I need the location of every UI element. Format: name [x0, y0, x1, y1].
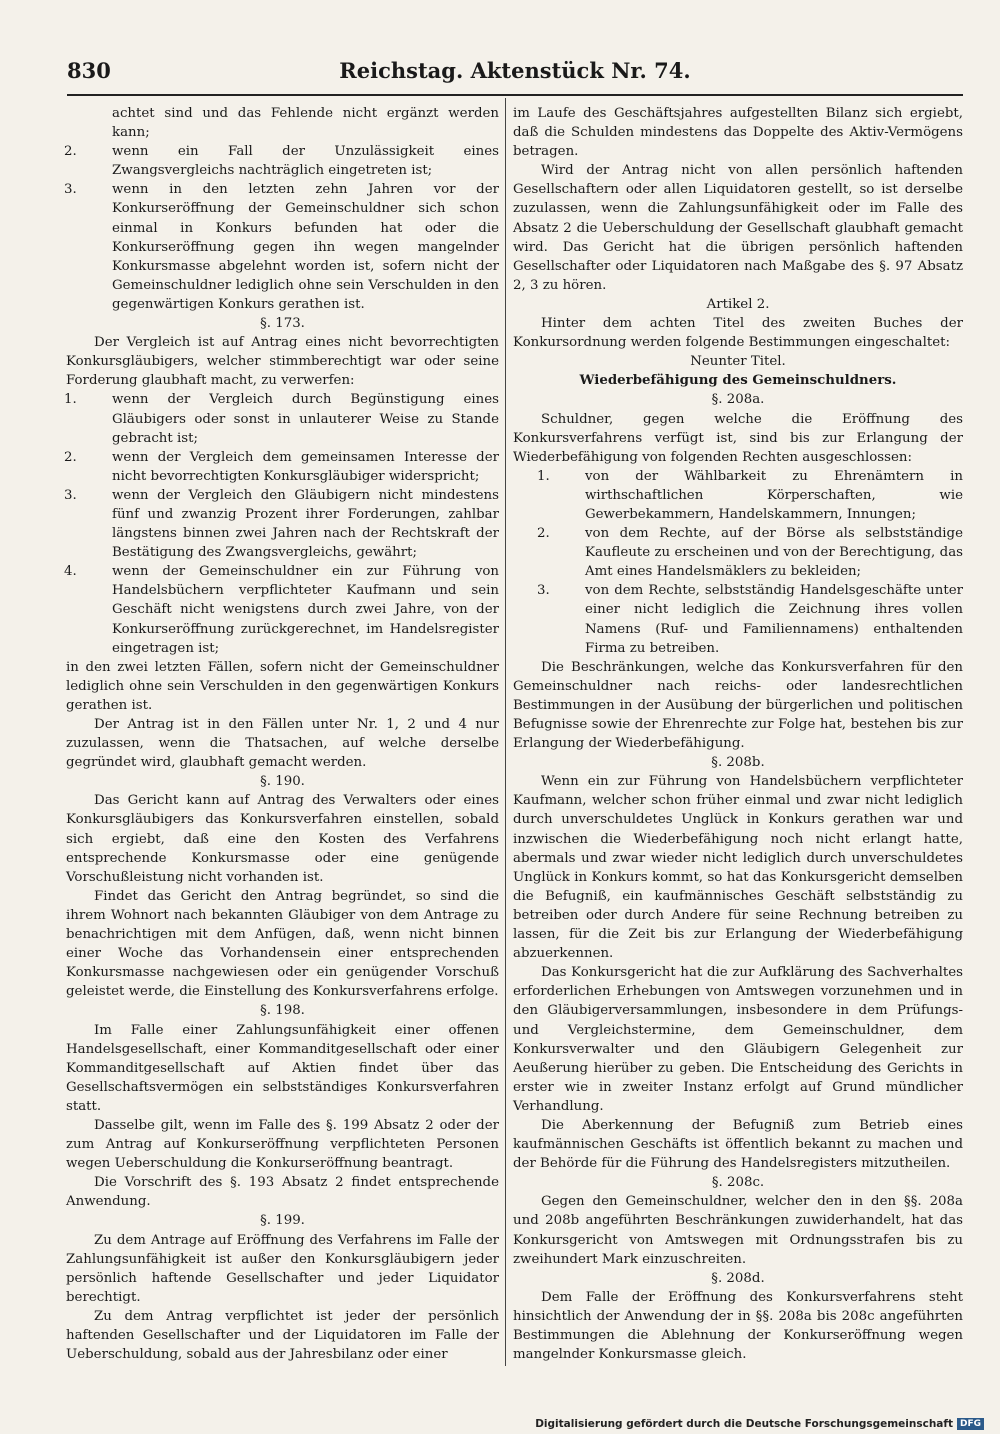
list-item: 1. von der Wählbarkeit zu Ehrenämtern in wirthschaftlichen Körperschaften, wie Gewerbekammern, Handelskammern, Innungen;: [537, 468, 963, 522]
article-heading: Artikel 2.: [706, 296, 770, 312]
list-item: 3. wenn der Vergleich den Gläubigern nicht mindestens fünf und zwanzig Prozent ihrer Forderungen, zahlbar längstens binnen zwei Jahren nach der Rechtskraft der Bestätigung des Zwangsvergleichs, gewährt;: [64, 487, 499, 561]
header-rule: [67, 94, 963, 96]
list-item: 2. wenn ein Fall der Unzulässigkeit eines Zwangsvergleichs nachträglich eingetreten ist;: [64, 144, 499, 179]
title-subheading: Wiederbefähigung des Gemeinschuldners.: [579, 372, 897, 389]
section-heading: §. 208a.: [711, 392, 765, 408]
paragraph: Wenn ein zur Führung von Handelsbüchern verpflichteter Kaufmann, welcher schon früher einmal und zwar nicht lediglich durch unverschuldetes Unglück in Konkurs gerathen war und inzwischen die Wiederbefähigung noch nicht erlangt hatte, abermals und zwar wieder nicht lediglich durch unverschuldetes Unglück in Konkurs kommt, so hat das Konkursgericht demselben die Befugniß, ein kaufmännisches Geschäft selbstständig zu betreiben oder durch Andere für seine Rechnung betreiben zu lassen, für die Zeit bis zur Erlangung der Wiederbefähigung abzuerkennen.: [513, 774, 963, 962]
paragraph: Der Antrag ist in den Fällen unter Nr. 1, 2 und 4 nur zuzulassen, wenn die Thatsachen, auf welche derselbe gegründet wird, glaubhaft gemacht werden.: [66, 717, 499, 771]
paragraph: Zu dem Antrag verpflichtet ist jeder der persönlich haftenden Gesellschafter und der Liquidatoren im Falle der Ueberschuldung, sobald aus der Jahresbilanz oder einer: [66, 1308, 499, 1363]
list-item: 3. wenn in den letzten zehn Jahren vor der Konkurseröffnung der Gemeinschuldner sich schon einmal in Konkurs befunden hat oder die Konkurseröffnung gegen ihn wegen mangelnder Konkursmasse abgelehnt worden ist, sofern nicht der Gemeinschuldner lediglich ohne sein Verschulden in den gegenwärtigen Konkurs gerathen ist.: [64, 182, 499, 312]
paragraph: Schuldner, gegen welche die Eröffnung des Konkursverfahrens verfügt ist, sind bis zur Erlangung der Wiederbefähigung von folgenden Rechten ausgeschlossen:: [513, 411, 963, 465]
paragraph: Findet das Gericht den Antrag begründet, so sind die ihrem Wohnort nach bekannten Gläubiger von dem Antrage zu benachrichtigen mit dem Anfügen, daß, wenn nicht binnen einer Woche das Vorhandensein einer entsprechenden Konkursmasse nachgewiesen oder ein genügender Vorschuß geleistet werde, die Einstellung des Konkursverfahrens erfolge.: [66, 888, 499, 1000]
paragraph: Die Vorschrift des §. 193 Absatz 2 findet entsprechende Anwendung.: [66, 1175, 499, 1210]
paragraph: Wird der Antrag nicht von allen persönlich haftenden Gesellschaftern oder allen Liquidatoren gestellt, so ist derselbe zuzulassen, wenn die Zahlungsunfähigkeit oder im Falle des Absatz 2 die Ueberschuldung der Gesellschaft glaubhaft gemacht wird. Das Gericht hat die übrigen persönlich haftenden Gesellschafter oder Liquidatoren nach Maßgabe des §. 97 Absatz 2, 3 zu hören.: [513, 163, 963, 293]
section-heading: §. 173.: [260, 316, 305, 332]
section-heading: §. 199.: [260, 1213, 305, 1229]
paragraph: Dasselbe gilt, wenn im Falle des §. 199 Absatz 2 oder der zum Antrag auf Konkurseröffnung verpflichteten Personen wegen Ueberschuldung die Konkurseröffnung beantragt.: [66, 1117, 499, 1172]
paragraph: Das Konkursgericht hat die zur Aufklärung des Sachverhaltes erforderlichen Erhebungen von Amtswegen vorzunehmen und in den Gläubigerversammlungen, insbesondere in dem Prüfungs- und Vergleichstermine, dem Gemeinschuldner, dem Konkursverwalter und den Gläubigern Gelegenheit zur Aeußerung hierüber zu geben. Die Entscheidung des Gerichts in erster wie in zweiter Instanz erfolgt auf Grund mündlicher Verhandlung.: [513, 965, 963, 1114]
list-item: 1. wenn der Vergleich durch Begünstigung eines Gläubigers oder sonst in unlauterer Weise zu Stande gebracht ist;: [64, 392, 499, 446]
section-heading: §. 198.: [260, 1003, 305, 1019]
section-heading: §. 208b.: [711, 755, 765, 771]
dfg-logo: DFG: [957, 1418, 984, 1430]
page-number: 830: [67, 58, 111, 83]
paragraph: in den zwei letzten Fällen, sofern nicht der Gemeinschuldner lediglich ohne sein Verschulden in den gegenwärtigen Konkurs gerathen ist.: [66, 659, 499, 713]
title-heading: Neunter Titel.: [690, 354, 786, 370]
list-item: 2. wenn der Vergleich dem gemeinsamen Interesse der nicht bevorrechtigten Konkursgläubiger widerspricht;: [64, 449, 499, 484]
list-item: 3. von dem Rechte, selbstständig Handelsgeschäfte unter einer nicht lediglich die Zeichnung ihres vollen Namens (Ruf- und Familiennamens) enthaltenden Firma zu betreiben.: [537, 583, 963, 656]
paragraph: Zu dem Antrage auf Eröffnung des Verfahrens im Falle der Zahlungsunfähigkeit ist außer den Konkursgläubigern jeder persönlich haftende Gesellschafter und jeder Liquidator berechtigt.: [66, 1232, 499, 1305]
list-item: achtet sind und das Fehlende nicht ergänzt werden kann;: [112, 106, 499, 141]
page-header: [67, 56, 963, 88]
paragraph: Dem Falle der Eröffnung des Konkursverfahrens steht hinsichtlich der Anwendung der in §§. 208a bis 208c angeführten Bestimmungen die Ablehnung der Konkurseröffnung wegen mangelnder Konkursmasse gleich.: [513, 1289, 963, 1363]
paragraph: Gegen den Gemeinschuldner, welcher den in den §§. 208a und 208b angeführten Beschränkungen zuwiderhandelt, hat das Konkursgericht von Amtswegen mit Ordnungsstrafen bis zu zweihundert Mark einzuschreiten.: [513, 1194, 963, 1267]
paragraph: Hinter dem achten Titel des zweiten Buches der Konkursordnung werden folgende Bestimmungen eingeschaltet:: [513, 316, 963, 351]
paragraph: Die Aberkennung der Befugniß zum Betrieb eines kaufmännischen Geschäfts ist öffentlich bekannt zu machen und der Behörde für die Führung des Handelsregisters mitzutheilen.: [513, 1117, 963, 1172]
section-heading: §. 208c.: [711, 1175, 765, 1191]
credit-text: Digitalisierung gefördert durch die Deutsche Forschungsgemeinschaft: [535, 1418, 953, 1430]
right-column: [513, 104, 963, 1364]
section-heading: §. 208d.: [711, 1270, 765, 1286]
section-heading: §. 190.: [260, 774, 305, 790]
paragraph: Das Gericht kann auf Antrag des Verwalters oder eines Konkursgläubigers das Konkursverfahren einstellen, sobald sich ergiebt, daß eine den Kosten des Verfahrens entsprechende Konkursmasse oder eine genügende Vorschußleistung nicht vorhanden ist.: [66, 793, 499, 885]
list-item: 2. von dem Rechte, auf der Börse als selbstständige Kaufleute zu erscheinen und von der Berechtigung, das Amt eines Handelsmäklers zu bekleiden;: [537, 526, 963, 580]
column-divider: [505, 98, 506, 1366]
left-column: [66, 104, 499, 1364]
digitization-credit: [535, 1418, 984, 1430]
paragraph: Die Beschränkungen, welche das Konkursverfahren für den Gemeinschuldner nach reichs- oder landesrechtlichen Bestimmungen in der Ausübung der bürgerlichen und politischen Befugnisse sowie der Ehrenrechte zur Folge hat, bestehen bis zur Erlangung der Wiederbefähigung.: [513, 659, 963, 752]
running-title: Reichstag. Aktenstück Nr. 74.: [339, 58, 691, 83]
paragraph: Der Vergleich ist auf Antrag eines nicht bevorrechtigten Konkursgläubigers, welcher stimmberechtigt war oder seine Forderung glaubhaft macht, zu verwerfen:: [66, 335, 499, 389]
list-item: 4. wenn der Gemeinschuldner ein zur Führung von Handelsbüchern verpflichteter Kaufmann und sein Geschäft nicht wenigstens durch zwei Jahre, von der Konkurseröffnung zurückgerechnet, im Handelsregister eingetragen ist;: [64, 564, 499, 656]
paragraph: im Laufe des Geschäftsjahres aufgestellten Bilanz sich ergiebt, daß die Schulden mindestens das Doppelte des Aktiv-Vermögens betragen.: [513, 106, 963, 160]
paragraph: Im Falle einer Zahlungsunfähigkeit einer offenen Handelsgesellschaft, einer Kommanditgesellschaft oder einer Kommanditgesellschaft auf Aktien findet über das Gesellschaftsvermögen ein selbstständiges Konkursverfahren statt.: [66, 1022, 499, 1114]
